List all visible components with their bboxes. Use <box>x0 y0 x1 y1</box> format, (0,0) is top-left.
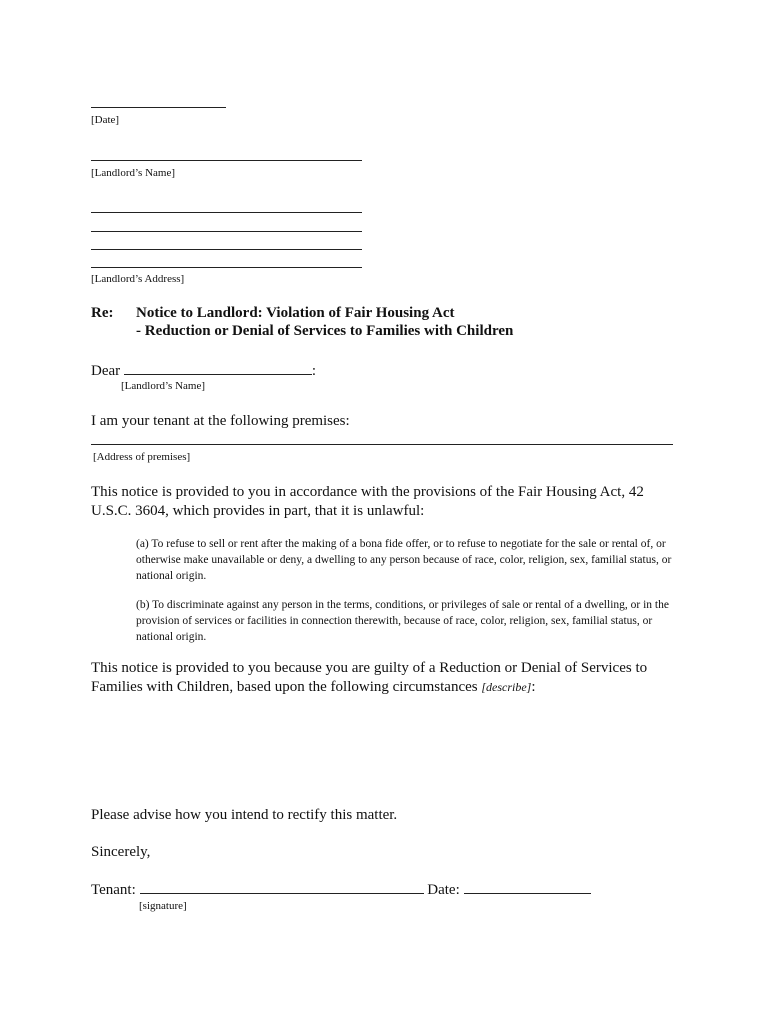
tenant-date-line[interactable] <box>464 879 591 894</box>
subject-line-1: Notice to Landlord: Violation of Fair Housing Act <box>136 305 455 321</box>
clause-a: (a) To refuse to sell or rent after the making of a bona fide offer, or to refuse to negotiate for the sale or rental of, or otherwise make unavailable or deny, a dwelling to any person because of race, color, religion, sex, familial status, or national origin. <box>136 538 672 582</box>
subject-line-2: - Reduction or Denial of Services to Families with Children <box>136 323 514 339</box>
landlord-name-line[interactable] <box>91 160 362 161</box>
describe-hint: [describe] <box>481 680 532 694</box>
premises-address-label: [Address of premises] <box>93 451 191 463</box>
dear-name-line[interactable] <box>124 360 312 375</box>
premises-address-line[interactable] <box>91 444 673 445</box>
landlord-address-line-4[interactable] <box>91 267 362 268</box>
date-line[interactable] <box>91 107 226 108</box>
premises-intro: I am your tenant at the following premises: <box>91 413 350 429</box>
dear-name-label: [Landlord’s Name] <box>121 380 205 392</box>
landlord-address-label: [Landlord’s Address] <box>91 273 185 285</box>
reason-line-1: This notice is provided to you because you are guilty of a Reduction or Denial of Services to <box>91 660 648 676</box>
tenant-label: Tenant: <box>91 882 136 898</box>
landlord-address-line-2[interactable] <box>91 231 362 232</box>
re-label: Re: <box>91 305 114 321</box>
landlord-address-line-1[interactable] <box>91 212 362 213</box>
advise-text: Please advise how you intend to rectify this matter. <box>91 807 398 823</box>
dear-colon: : <box>311 363 317 379</box>
signature-label: [signature] <box>139 900 187 912</box>
clause-b: (b) To discriminate against any person in the terms, conditions, or privileges of sale or rental of a dwelling, or in the provision of services or facilities in connection therewith, because of race, color, religion, sex, familial status, or national origin. <box>136 599 669 643</box>
tenant-date-label: Date: <box>427 882 460 898</box>
reason-colon: : <box>531 679 536 695</box>
dear-text: Dear <box>91 363 121 379</box>
landlord-address-line-3[interactable] <box>91 249 362 250</box>
landlord-name-label: [Landlord’s Name] <box>91 167 175 179</box>
reason-line-2-text: Families with Children, based upon the following circumstances <box>91 679 478 695</box>
notice-intro: This notice is provided to you in accordance with the provisions of the Fair Housing Act, 42 U.S.C. 3604, which provides in part, that it is unlawful: <box>91 484 644 519</box>
reason-line-2 <box>91 679 536 696</box>
tenant-signature-line[interactable] <box>140 879 424 894</box>
tenant-row <box>91 879 591 899</box>
date-label: [Date] <box>91 114 120 126</box>
sincerely-text: Sincerely, <box>91 844 151 860</box>
circumstances-area[interactable] <box>91 705 673 800</box>
salutation <box>91 360 316 380</box>
